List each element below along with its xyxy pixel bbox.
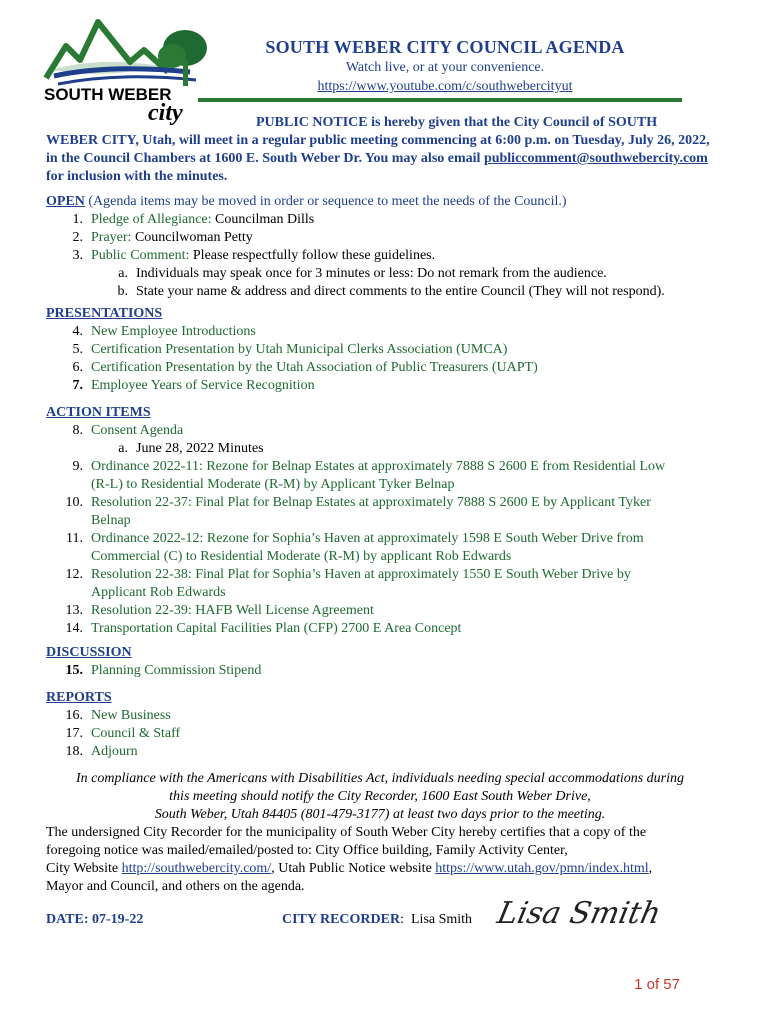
presentations-section <box>46 305 726 395</box>
agenda-sub-item: b. State your name & address and direct comments to the entire Council (They will not respond). <box>117 284 665 299</box>
agenda-item: 9. Ordinance 2022-11: Rezone for Belnap Estates at approximately 7888 S 2600 E from Residential Low (R-L) to Residential Moderate (R-M) by Applicant Tyker Belnap <box>72 459 666 492</box>
logo-city-script: city <box>148 100 183 126</box>
presentations-heading: PRESENTATIONS <box>46 306 163 321</box>
action-items-section <box>46 404 726 638</box>
agenda-item: 5. Certification Presentation by Utah Municipal Clerks Association (UMCA) <box>72 342 508 357</box>
public-comment-email-link[interactable]: publiccomment@southwebercity.com <box>483 151 708 166</box>
agenda-sub-item: a. Individuals may speak once for 3 minutes or less: Do not remark from the audience. <box>118 266 607 281</box>
agenda-item: 17. Council & Staff <box>65 726 181 741</box>
agenda-item: 2. Prayer: Councilwoman Petty <box>72 230 253 245</box>
agenda-item: 1. Pledge of Allegiance: Councilman Dills <box>72 212 315 227</box>
agenda-item: 13. Resolution 22-39: HAFB Well License Agreement <box>65 603 374 618</box>
city-website-link[interactable]: http://southwebercity.com/ <box>121 861 272 876</box>
agenda-item: 3. Public Comment: Please respectfully follow these guidelines. <box>72 248 436 263</box>
agenda-item: 4. New Employee Introductions <box>72 324 256 339</box>
utah-pmn-link[interactable]: https://www.utah.gov/pmn/index.html <box>435 861 649 876</box>
action-items-heading: ACTION ITEMS <box>46 405 151 420</box>
agenda-item: 6. Certification Presentation by the Utah Association of Public Treasurers (UAPT) <box>72 360 538 375</box>
logo-wordmark: SOUTH WEBER <box>44 85 172 104</box>
reports-section <box>46 689 726 761</box>
agenda-item: 8. Consent Agenda <box>72 423 184 438</box>
public-notice: PUBLIC NOTICE is hereby given that the City Council of SOUTH WEBER CITY, Utah, will meet in a regular public meeting commencing at 6:00 p.m. on Tuesday, July 26, 2022, in the Council Chambers at 1600 E. South Weber Dr. You may also email publiccomment@southwebercity.com for inclusion with the minutes. <box>46 115 710 184</box>
open-heading: OPEN <box>46 194 85 209</box>
city-recorder: CITY RECORDER: Lisa Smith <box>282 912 473 927</box>
agenda-item: 11. Ordinance 2022-12: Rezone for Sophia’s Haven at approximately 1598 E South Weber Drive from Commercial (C) to Residential Moderate (R-M) by applicant Rob Edwards <box>66 531 644 564</box>
open-section <box>46 193 726 301</box>
reports-heading: REPORTS <box>46 690 112 705</box>
agenda-item: 18. Adjourn <box>65 744 138 759</box>
notice-tail: for inclusion with the minutes. <box>46 169 228 184</box>
recorder-signature <box>494 885 664 937</box>
notice-body: WEBER CITY, Utah, will meet in a regular public meeting commencing at 6:00 p.m. on Tuesday, July 26, 2022, in the Council Chambers at 1600 E. South Weber Dr. You may also email <box>46 133 710 166</box>
agenda-sub-item: a. June 28, 2022 Minutes <box>118 441 264 456</box>
ada-notice: In compliance with the Americans with Disabilities Act, individuals needing special accommodations during this meeting should notify the City Recorder, 1600 East South Weber Drive, South Weber, Utah 84405 (801-479-3177) at least two days prior to the meeting. <box>75 771 685 822</box>
south-weber-city-logo <box>40 16 212 128</box>
open-note: (Agenda items may be moved in order or sequence to meet the needs of the Council.) <box>88 194 567 209</box>
certification-text: The undersigned City Recorder for the municipality of South Weber City hereby certifies that a copy of the foregoing notice was mailed/emailed/posted to: City Office building, Family Activity Center, City Website http://southwebercity.com/, Utah Public Notice website https://www.utah.gov/pmn/index.html, Mayor and Council, and others on the agenda. <box>46 825 653 894</box>
discussion-heading: DISCUSSION <box>46 645 132 660</box>
agenda-item: 7. Employee Years of Service Recognition <box>72 378 315 393</box>
header-divider <box>198 98 682 102</box>
discussion-section <box>46 644 726 680</box>
agenda-title: SOUTH WEBER CITY COUNCIL AGENDA <box>265 37 625 57</box>
agenda-item: 10. Resolution 22-37: Final Plat for Belnap Estates at approximately 7888 S 2600 E by Applicant Tyker Belnap <box>65 495 651 528</box>
svg-text:Lisa Smith: Lisa Smith <box>494 896 664 931</box>
page-number: 1 of 57 <box>634 976 680 993</box>
youtube-link[interactable]: https://www.youtube.com/c/southwebercityut <box>317 79 573 94</box>
agenda-item: 15. Planning Commission Stipend <box>65 663 262 678</box>
agenda-item: 16. New Business <box>65 708 171 723</box>
agenda-date: DATE: 07-19-22 <box>46 912 144 927</box>
agenda-item: 14. Transportation Capital Facilities Plan (CFP) 2700 E Area Concept <box>65 621 462 636</box>
agenda-subtitle: Watch live, or at your convenience. <box>345 60 545 75</box>
agenda-item: 12. Resolution 22-38: Final Plat for Sophia’s Haven at approximately 1550 E South Weber Drive by Applicant Rob Edwards <box>65 567 631 600</box>
